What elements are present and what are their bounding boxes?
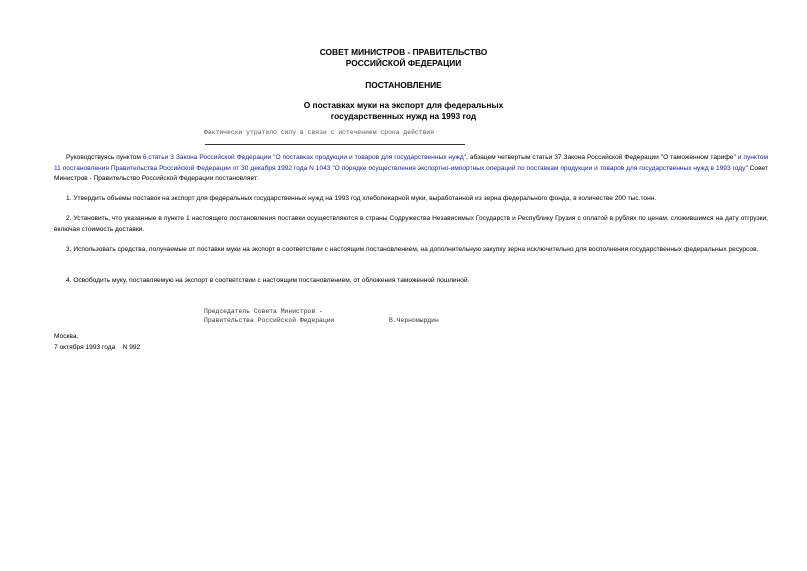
preamble-text-2: , абзацем четвертым статьи 37 Закона Российской Федерации "О таможенном тарифе" bbox=[466, 154, 738, 161]
title-line-1: О поставках муки на экспорт для федеральных bbox=[303, 100, 504, 110]
preamble-paragraph bbox=[54, 153, 768, 185]
title-line-2: государственных нужд на 1993 год bbox=[330, 111, 477, 121]
issue-place: Москва, bbox=[54, 333, 79, 340]
item-1: 1. Утвердить объемы поставок на экспорт для федеральных государственных нужд на 1993 год хлебопекарной муки, выработанной из зерна федерального фонда, в количестве 200 тыс.тонн. bbox=[66, 195, 657, 202]
status-divider bbox=[205, 144, 465, 145]
preamble-text-1: Руководствуясь пунктом bbox=[66, 154, 143, 161]
preamble-text-3: " Совет Министров - Правительство Российской Федерации постановляет: bbox=[54, 164, 768, 182]
item-4: 4. Освободить муку, поставляемую на экспорт в соответствии с настоящим постановлением, от обложения таможенной пошлиной. bbox=[66, 277, 470, 284]
signatory-name: В.Черномырдин bbox=[389, 317, 439, 324]
resolution-reference-link[interactable]: и пунктом 11 постановления Правительства Российской Федерации от 30 декабря 1992 года N 1043 "О порядке осуществления экспортно-импортных операций по поставкам продукции и товаров для государственных нужд в 1993 году bbox=[54, 154, 768, 172]
issuer-line-1: СОВЕТ МИНИСТРОВ - ПРАВИТЕЛЬСТВО bbox=[319, 47, 488, 57]
law-reference-link[interactable]: 6 статьи 3 Закона Российской Федерации "О поставках продукции и товаров для государственных нужд" bbox=[142, 154, 467, 161]
document-type: ПОСТАНОВЛЕНИЕ bbox=[365, 80, 442, 90]
signature-position-line-1: Председатель Совета Министров - bbox=[204, 308, 323, 315]
signature-position-line-2: Правительства Российской Федерации bbox=[204, 317, 335, 324]
issue-date-number: 7 октября 1993 года N 992 bbox=[54, 344, 141, 351]
item-3: 3. Использовать средства, получаемые от поставки муки на экспорт в соответствии с настоящим постановлением, на дополнительную закупку зерна исключительно для восполнения государственных федеральных ресурсов. bbox=[66, 246, 759, 253]
item-2: 2. Установить, что указанные в пункте 1 настоящего постановления поставки осуществляются в страны Содружества Независимых Государств и Республику Грузия с оплатой в рублях по ценам, сложившимся на дату отгрузки, включая стоимость доставки. bbox=[54, 215, 768, 233]
status-note: Фактически утратило силу в связи с истечением срока действия bbox=[204, 129, 435, 136]
issuer-line-2: РОССИЙСКОЙ ФЕДЕРАЦИИ bbox=[345, 58, 462, 68]
